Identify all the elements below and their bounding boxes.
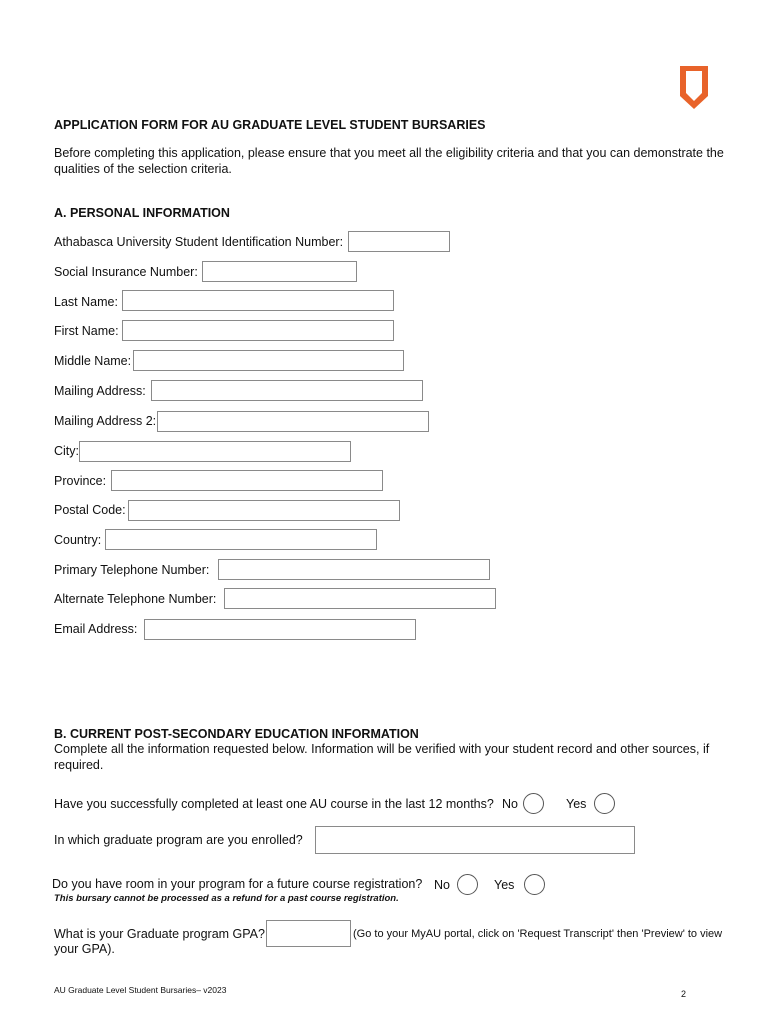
q1-no-radio[interactable] bbox=[523, 793, 544, 814]
student-id-input[interactable] bbox=[348, 231, 450, 252]
q4-hint: (Go to your MyAU portal, click on 'Request Transcript' then 'Preview' to view bbox=[353, 928, 723, 940]
sin-input[interactable] bbox=[202, 261, 357, 282]
alternate-phone-input[interactable] bbox=[224, 588, 496, 609]
section-b-intro: Complete all the information requested below. Information will be verified with your student record and other sources, if required. bbox=[54, 742, 710, 772]
country-input[interactable] bbox=[105, 529, 377, 550]
last-name-input[interactable] bbox=[122, 290, 394, 311]
student-id-label: Athabasca University Student Identification Number: bbox=[54, 235, 344, 249]
postal-code-input[interactable] bbox=[128, 500, 400, 521]
q4-label: What is your Graduate program GPA? bbox=[54, 927, 265, 941]
q1-label: Have you successfully completed at least one AU course in the last 12 months? bbox=[54, 797, 494, 811]
graduate-program-input[interactable] bbox=[315, 826, 635, 854]
q3-note: This bursary cannot be processed as a refund for a past course registration. bbox=[54, 893, 399, 904]
first-name-input[interactable] bbox=[122, 320, 394, 341]
q3-no-radio[interactable] bbox=[457, 874, 478, 895]
footer-label: AU Graduate Level Student Bursaries– v2023 bbox=[54, 985, 227, 995]
gpa-input[interactable] bbox=[266, 920, 351, 947]
q1-yes-radio[interactable] bbox=[594, 793, 615, 814]
sin-label: Social Insurance Number: bbox=[54, 265, 198, 279]
q3-yes-label: Yes bbox=[494, 878, 515, 892]
q1-yes-label: Yes bbox=[566, 797, 587, 811]
q3-no-label: No bbox=[434, 878, 450, 892]
middle-name-label: Middle Name: bbox=[54, 354, 132, 368]
province-input[interactable] bbox=[111, 470, 383, 491]
first-name-label: First Name: bbox=[54, 324, 119, 338]
mailing-address-2-label: Mailing Address 2: bbox=[54, 414, 157, 428]
primary-phone-label: Primary Telephone Number: bbox=[54, 563, 210, 577]
mailing-address-2-input[interactable] bbox=[157, 411, 429, 432]
au-shield-logo-icon bbox=[678, 64, 710, 112]
form-intro: Before completing this application, please ensure that you meet all the eligibility criteria and that you can demonstrate the qualities of the selection criteria. bbox=[54, 146, 724, 176]
email-label: Email Address: bbox=[54, 622, 138, 636]
page-number: 2 bbox=[681, 989, 687, 999]
last-name-label: Last Name: bbox=[54, 295, 118, 309]
province-label: Province: bbox=[54, 474, 107, 488]
mailing-address-label: Mailing Address: bbox=[54, 384, 146, 398]
postal-code-label: Postal Code: bbox=[54, 503, 126, 517]
q3-yes-radio[interactable] bbox=[524, 874, 545, 895]
city-label: City: bbox=[54, 444, 79, 458]
section-a-heading: A. PERSONAL INFORMATION bbox=[54, 206, 230, 220]
middle-name-input[interactable] bbox=[133, 350, 404, 371]
q4-hint-continued: your GPA). bbox=[54, 942, 115, 956]
q3-label: Do you have room in your program for a future course registration? bbox=[52, 877, 423, 891]
mailing-address-input[interactable] bbox=[151, 380, 423, 401]
country-label: Country: bbox=[54, 533, 102, 547]
form-title: APPLICATION FORM FOR AU GRADUATE LEVEL STUDENT BURSARIES bbox=[54, 118, 486, 132]
primary-phone-input[interactable] bbox=[218, 559, 490, 580]
alternate-phone-label: Alternate Telephone Number: bbox=[54, 592, 217, 606]
city-input[interactable] bbox=[79, 441, 351, 462]
email-input[interactable] bbox=[144, 619, 416, 640]
q2-label: In which graduate program are you enrolled? bbox=[54, 833, 303, 847]
section-b-heading: B. CURRENT POST-SECONDARY EDUCATION INFORMATION bbox=[54, 727, 419, 741]
q1-no-label: No bbox=[502, 797, 518, 811]
